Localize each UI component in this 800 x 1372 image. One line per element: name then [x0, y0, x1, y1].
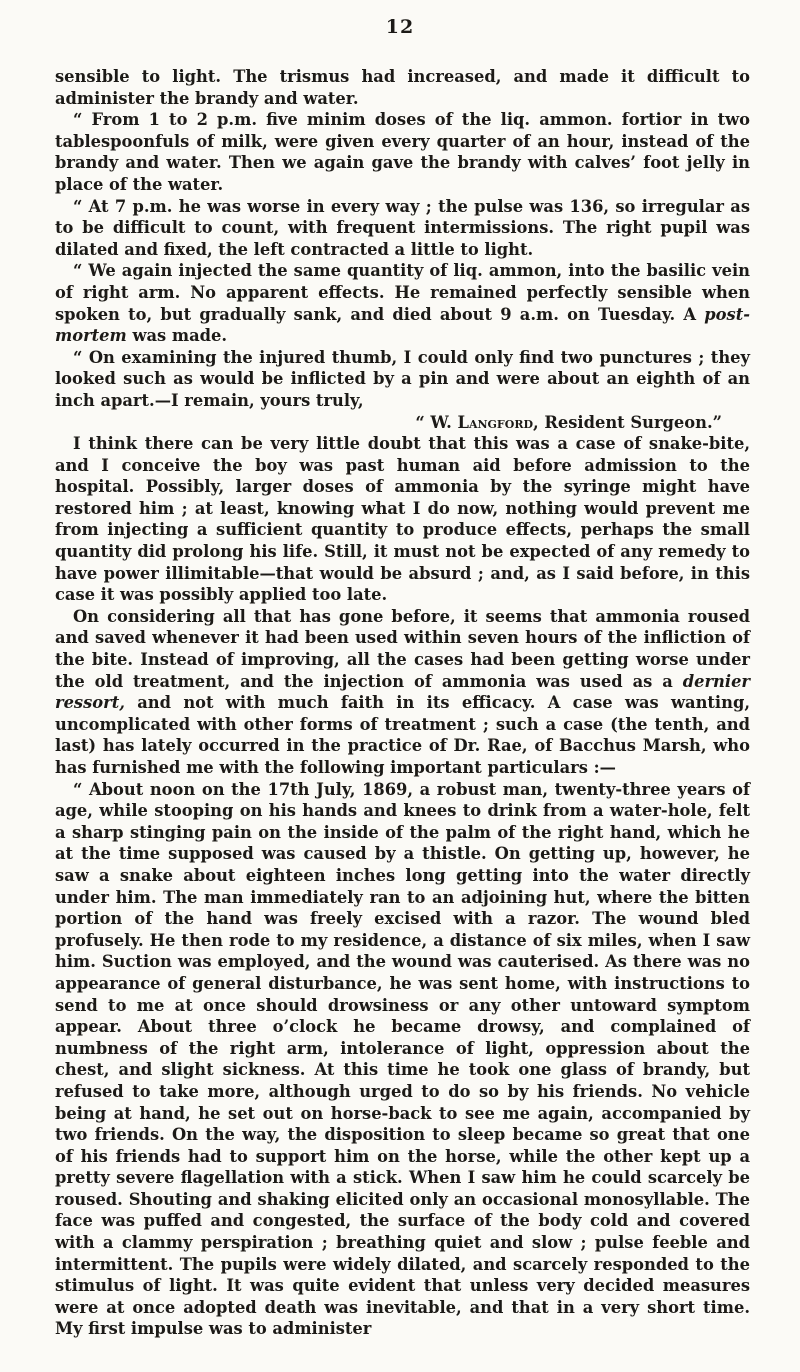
- paragraph-1: sensible to light. The trismus had increased, and made it difficult to administer the brandy and water.: [55, 67, 750, 108]
- paragraph-7: [55, 606, 750, 779]
- signature-title: Resident Surgeon.”: [544, 412, 722, 432]
- paragraph-4: [55, 260, 750, 346]
- paragraph-2: “ From 1 to 2 p.m. five minim doses of the liq. ammon. fortior in two tablespoonfuls of milk, were given every quarter of an hour, instead of the brandy and water. Then we again gave the brandy with calves’ foot jelly in place of the water.: [55, 110, 750, 194]
- signature-line: [55, 412, 750, 434]
- page-number: 12: [385, 16, 415, 38]
- paragraph-7-italic: dernier ressort,: [55, 671, 751, 713]
- paragraph-8: “ About noon on the 17th July, 1869, a robust man, twenty-three years of age, while stooping on his hands and knees to drink from a water-hole, felt a sharp stinging pain on the inside of the palm of the right hand, which he at the time supposed was caused by a thistle. On getting up, however, he saw a snake about eighteen inches long getting into the water directly under him. The man immediately ran to an adjoining hut, where the bitten portion of the hand was freely excised with a razor. The wound bled profusely. He then rode to my residence, a distance of six miles, when I saw him. Suction was employed, and the wound was cauterised. As there was no appearance of general disturbance, he was sent home, with instructions to send to me at once should drowsiness or any other untoward symptom appear. About three o’clock he became drowsy, and complained of numbness of the right arm, intolerance of light, oppression about the chest, and slight sickness. At this time he took one glass of brandy, but refused to take more, although urged to do so by his friends. No vehicle being at hand, he set out on horse-back to see me again, accompanied by two friends. On the way, the disposition to sleep became so great that one of his friends had to support him on the horse, while the other kept up a pretty severe flagellation with a stick. When I saw him he could scarcely be roused. Shouting and shaking elicited only an occasional monosyllable. The face was puffed and congested, the surface of the body cold and covered with a clammy perspiration ; breathing quiet and slow ; pulse feeble and intermittent. The pupils were widely dilated, and scarcely responded to the stimulus of light. It was quite evident that unless very decided measures were at once adopted death was inevitable, and that in a very short time. My first impulse was to administer: [55, 779, 750, 1339]
- paragraph-3: “ At 7 p.m. he was worse in every way ; the pulse was 136, so irregular as to be difficult to count, with frequent intermissions. The right pupil was dilated and fixed, the left contracted a little to light.: [55, 196, 750, 259]
- signature-name: Langford,: [457, 412, 539, 432]
- paragraph-4-text-b: was made.: [132, 326, 228, 346]
- paragraph-7-text-b: and not with much faith in its efficacy. A case was wanting, uncomplicated with other forms of treatment ; such a case (the tenth, and last) has lately occurred in the practice of Dr. Rae, of Bacchus Marsh, who has furnished me with the following important particulars :—: [55, 693, 751, 777]
- body-text: [55, 66, 750, 1340]
- paragraph-4-text-a: “ We again injected the same quantity of liq. ammon, into the basilic vein of right arm. No apparent effects. He remained perfectly sensible when spoken to, but gradually sank, and died about 9 a.m. on Tuesday. A: [55, 261, 750, 324]
- paragraph-4-italic: post-mortem: [55, 304, 750, 346]
- signature-open: “ W.: [415, 412, 452, 432]
- paragraph-6: I think there can be very little doubt that this was a case of snake-bite, and I conceive the boy was past human aid before admission to the hospital. Possibly, larger doses of ammonia by the syringe might have restored him ; at least, knowing what I do now, nothing would prevent me from injecting a sufficient quantity to produce effects, perhaps the small quantity did prolong his life. Still, it must not be expected of any remedy to have power illimitable—that would be absurd ; and, as I said before, in this case it was possibly applied too late.: [55, 434, 750, 605]
- paragraph-5: “ On examining the injured thumb, I could only find two punctures ; they looked such as would be inflicted by a pin and were about an eighth of an inch apart.—I remain, yours truly,: [55, 347, 750, 410]
- paragraph-7-text-a: On considering all that has gone before, it seems that ammonia roused and saved whenever it had been used within seven hours of the infliction of the bite. Instead of improving, all the cases had been getting worse under the old treatment, and the injection of ammonia was used as a: [55, 606, 750, 691]
